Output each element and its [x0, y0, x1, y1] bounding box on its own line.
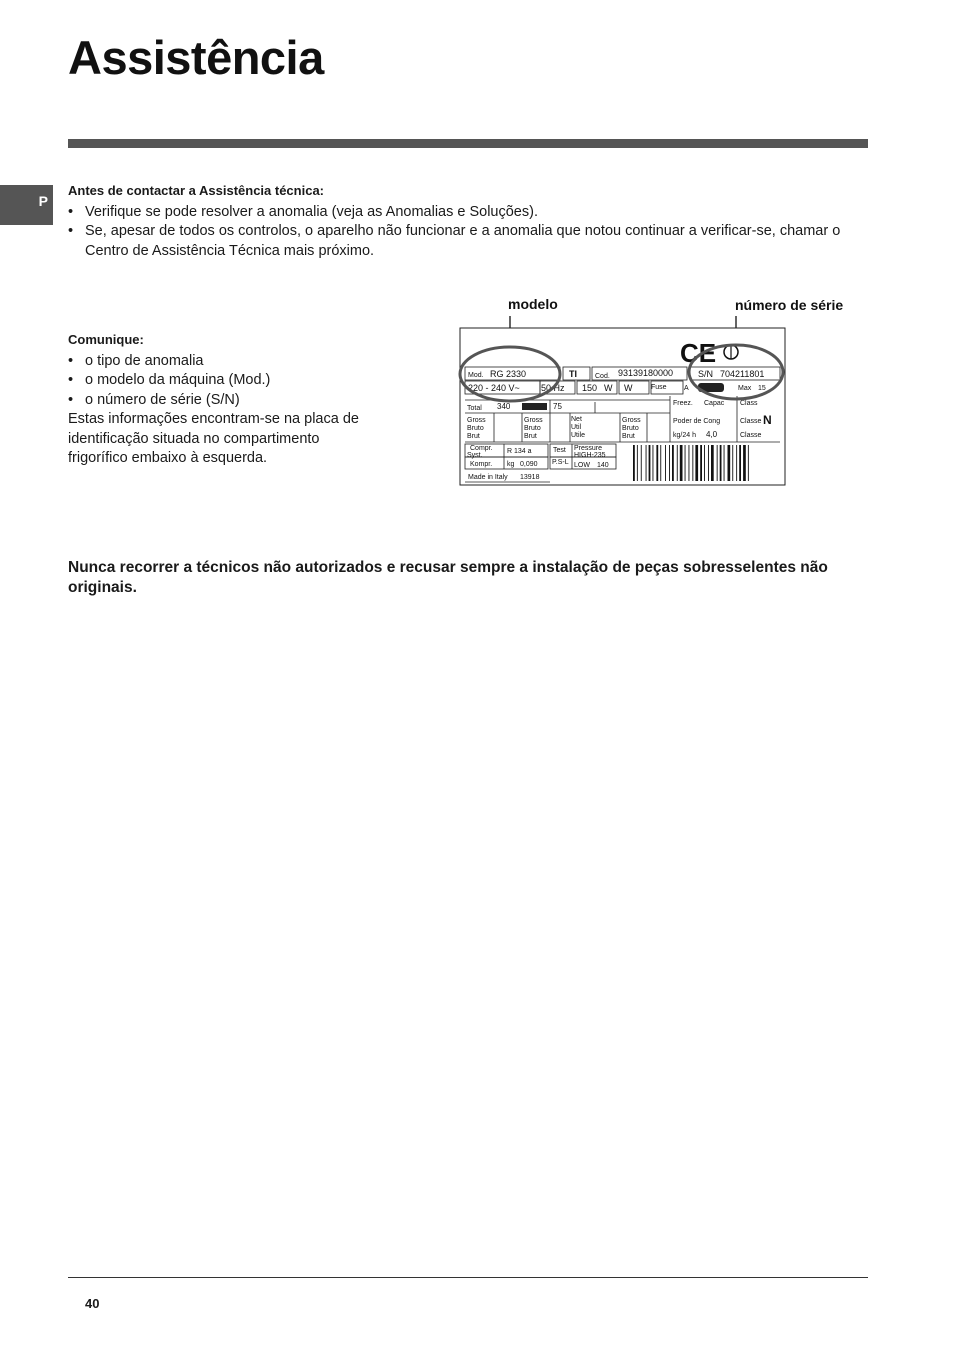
svg-text:P.S-L: P.S-L: [552, 459, 569, 466]
title-divider: [68, 139, 868, 148]
power-value: 150: [582, 383, 598, 393]
kg24-value: 4,0: [706, 430, 718, 439]
capac-label: Capac: [704, 400, 725, 407]
rating-plate-figure: [440, 290, 870, 500]
language-tab: [0, 185, 53, 225]
svg-text:Gross: Gross: [467, 417, 486, 424]
svg-text:Syst.: Syst.: [467, 452, 483, 459]
svg-text:Test: Test: [553, 447, 566, 454]
model-callout-label: modelo: [508, 296, 558, 312]
mod-label: Mod.: [468, 372, 484, 379]
mod-value: RG 2330: [490, 369, 527, 379]
total-label: Total: [467, 405, 482, 412]
page-number: 40: [85, 1296, 100, 1311]
svg-text:Brut: Brut: [524, 433, 537, 440]
classe-label: Classe: [740, 418, 762, 425]
svg-text:Util: Util: [571, 424, 582, 431]
svg-text:Bruto: Bruto: [524, 425, 541, 432]
svg-text:Pressure: Pressure: [574, 445, 603, 452]
list-item: • Verifique se pode resolver a anomalia (veja as Anomalias e Soluções).: [68, 203, 858, 223]
footer-divider: [68, 1277, 868, 1278]
refrigerant-kg-value: 0,090: [520, 461, 538, 468]
made-in-label: Made in Italy: [468, 474, 508, 481]
freezing-capacity-label: Poder de Cong: [673, 418, 721, 425]
frequency-value: 50 Hz: [541, 383, 565, 393]
freezer-star-icon: [522, 403, 547, 410]
page-title: Assistência: [68, 31, 324, 84]
before-contact-list: [68, 203, 858, 262]
before-contact-heading: Antes de contactar a Assistência técnica:: [68, 183, 325, 198]
svg-text:Compr.: Compr.: [470, 445, 493, 452]
svg-text:HIGH-235: HIGH-235: [574, 452, 606, 459]
classe-label-2: Classe: [740, 432, 762, 439]
kg24-label: kg/24 h: [673, 432, 696, 439]
ti-value: TI: [569, 369, 577, 379]
language-tab-label: P: [38, 193, 48, 209]
total-value: 340: [497, 402, 511, 411]
svg-text:Bruto: Bruto: [622, 425, 639, 432]
cod-value: 93139180000: [618, 368, 674, 378]
svg-text:Bruto: Bruto: [467, 425, 484, 432]
svg-text:Brut: Brut: [622, 433, 635, 440]
svg-text:kg: kg: [507, 461, 515, 468]
communicate-section: [68, 330, 368, 469]
communicate-list: [68, 352, 368, 411]
climate-class-value: N: [763, 413, 772, 427]
svg-text:Utile: Utile: [571, 432, 586, 439]
refrigerant-value: R 134 a: [507, 448, 532, 455]
svg-text:LOW: LOW: [574, 462, 590, 469]
power-unit: W: [604, 383, 613, 393]
class-label: Class: [740, 400, 758, 407]
amp-label: A: [684, 385, 689, 392]
unauthorized-technician-warning: Nunca recorrer a técnicos não autorizados e recusar sempre a instalação de peças sobresselentes não originais.: [68, 559, 828, 596]
svg-text:140: 140: [597, 462, 609, 469]
max-label: Max: [738, 385, 752, 392]
sn-value: 704211801: [720, 369, 765, 379]
communicate-heading: Comunique:: [68, 332, 144, 347]
voltage-value: 220 - 240 V~: [468, 383, 520, 393]
fuse-label: Fuse: [651, 384, 667, 391]
svg-text:Kompr.: Kompr.: [470, 461, 493, 468]
ce-mark: CE: [680, 338, 717, 368]
heater-power-unit: W: [624, 383, 633, 393]
list-item: • o tipo de anomalia: [68, 352, 368, 372]
freez-label: Freez.: [673, 400, 693, 407]
made-in-code: 13918: [520, 474, 540, 481]
plate-location-note: Estas informações encontram-se na placa de identificação situada no compartimento frigorífico embaixo à esquerda.: [68, 411, 359, 466]
svg-text:Gross: Gross: [524, 417, 543, 424]
before-contact-section: [68, 181, 858, 261]
sn-label: S/N: [698, 369, 714, 379]
rating-plate-svg: [440, 290, 870, 500]
svg-text:Brut: Brut: [467, 433, 480, 440]
max-value: 15: [758, 385, 766, 392]
list-item: • o modelo da máquina (Mod.): [68, 371, 368, 391]
list-item: • Se, apesar de todos os controlos, o aparelho não funcionar e a anomalia que notou continuar a verificar-se, chamar o Centro de Assistência Técnica mais próximo.: [68, 222, 858, 261]
serial-callout-label: número de série: [735, 297, 844, 313]
svg-text:Gross: Gross: [622, 417, 641, 424]
cod-label: Cod.: [595, 373, 610, 380]
list-item: • o número de série (S/N): [68, 391, 368, 411]
star-volume-value: 75: [553, 402, 562, 411]
svg-text:Net: Net: [571, 416, 582, 423]
